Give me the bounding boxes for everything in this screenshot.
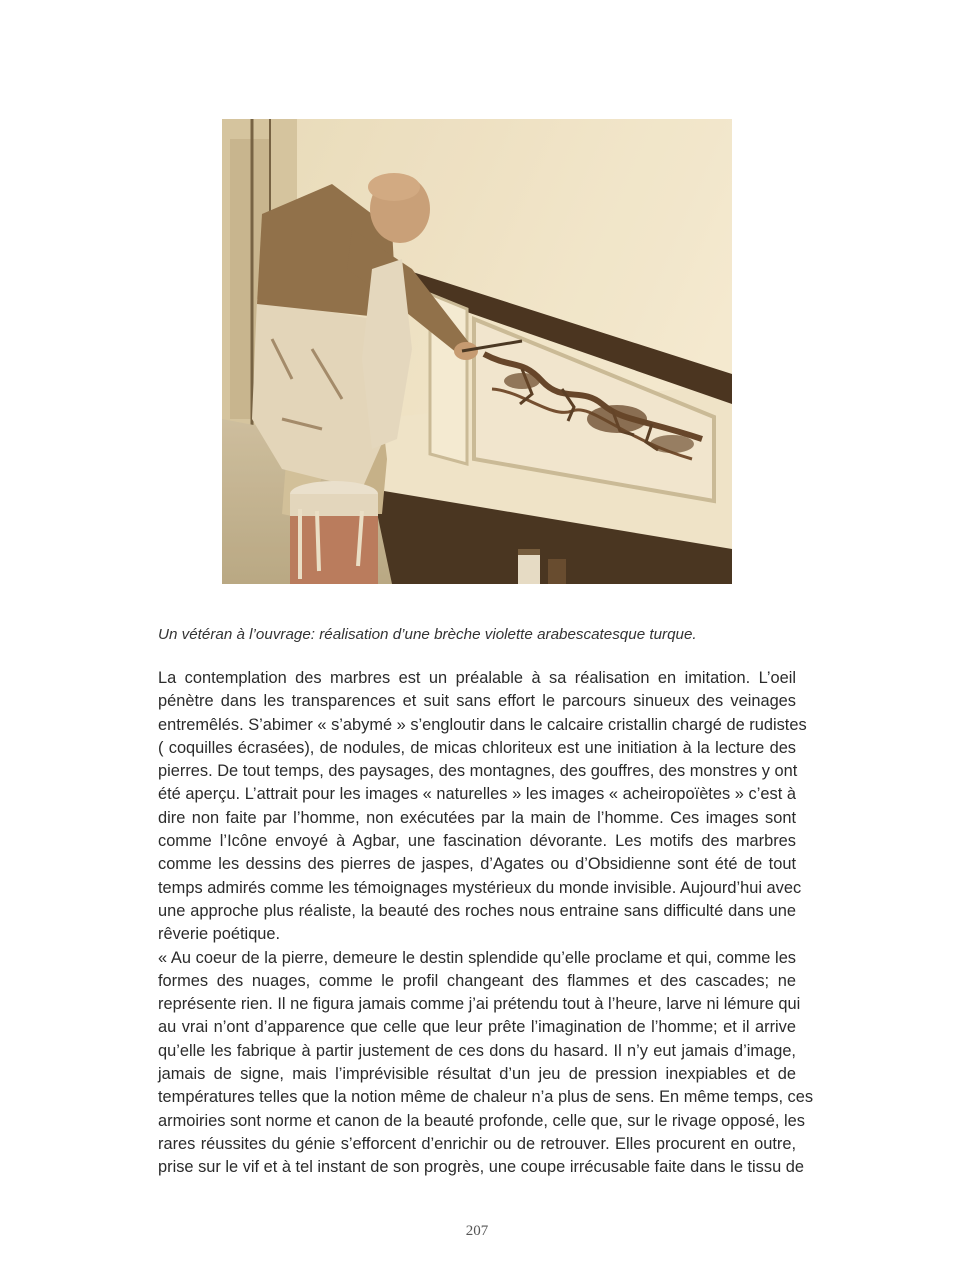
- text-line: dire non faite par l’homme, non exécutées par la main de l’homme. Ces images sont: [158, 808, 796, 827]
- text-line: été aperçu. L’attrait pour les images « naturelles » les images « acheiropoïètes » c’est à: [158, 785, 796, 804]
- text-line: La contemplation des marbres est un préalable à sa réalisation en imitation. L’oeil: [158, 669, 796, 687]
- paragraph: [158, 947, 814, 1180]
- text-line: pénètre dans les transparences et suit sans effort le parcours sinueux des veinages: [158, 692, 796, 711]
- body-text: [158, 667, 814, 1180]
- text-line: températures telles que la notion même de chaleur n’a plus de sens. En même temps, ces: [158, 1088, 814, 1107]
- paragraph: [158, 667, 807, 947]
- text-line: armoiries sont norme et canon de la beauté profonde, celle que, sur le rivage opposé, les: [158, 1111, 805, 1130]
- text-line: entremêlés. S’abimer « s’abymé » s’engloutir dans le calcaire cristallin chargé de rudistes: [158, 715, 807, 734]
- text-line: pierres. De tout temps, des paysages, des montagnes, des gouffres, des monstres y ont: [158, 762, 798, 781]
- text-line: prise sur le vif et à tel instant de son progrès, une coupe irrécusable faite dans le tissu de: [158, 1158, 804, 1177]
- text-line: jamais de signe, mais l’imprévisible résultat d’un jeu de pression inexpiables et de: [158, 1065, 796, 1084]
- text-line: au vrai n’ont d’apparence que celle que leur prête l’imagination de l’homme; et il arrive: [158, 1018, 796, 1037]
- text-line: formes des nuages, comme le profil changeant des flammes et des cascades; ne: [158, 971, 796, 990]
- text-line: une approche plus réaliste, la beauté des roches nous entraine sans difficulté dans une: [158, 901, 796, 920]
- text-line: « Au coeur de la pierre, demeure le destin splendide qu’elle proclame et qui, comme les: [158, 948, 796, 967]
- page-number: 207: [465, 1223, 489, 1239]
- text-line: représente rien. Il ne figura jamais comme j’ai prétendu tout à l’heure, larve ni lémure qui: [158, 995, 801, 1014]
- text-line: comme les dessins des pierres de jaspes, d’Agates ou d’Obsidienne sont été de tout: [158, 855, 796, 874]
- text-line: comme l’Icône envoyé à Agbar, une fascination dévorante. Les motifs des marbres: [158, 832, 796, 851]
- text-line: rares réussites du génie s’efforcent d’enrichir ou de retrouver. Elles procurent en outre,: [158, 1134, 796, 1153]
- marble-painting-photo: [222, 119, 732, 584]
- text-line: temps admirés comme les témoignages mystérieux du monde invisible. Aujourd’hui avec: [158, 878, 802, 897]
- text-line: ( coquilles écrasées), de nodules, de micas chloriteux est une initiation à la lecture des: [158, 738, 796, 757]
- text-line: qu’elle les fabrique à partir justement de ces dons du hasard. Il n’y eut jamais d’image,: [158, 1041, 796, 1060]
- photo-caption: Un vétéran à l’ouvrage: réalisation d’une brèche violette arabescatesque turque.: [158, 626, 697, 643]
- text-line: rêverie poétique.: [158, 925, 281, 944]
